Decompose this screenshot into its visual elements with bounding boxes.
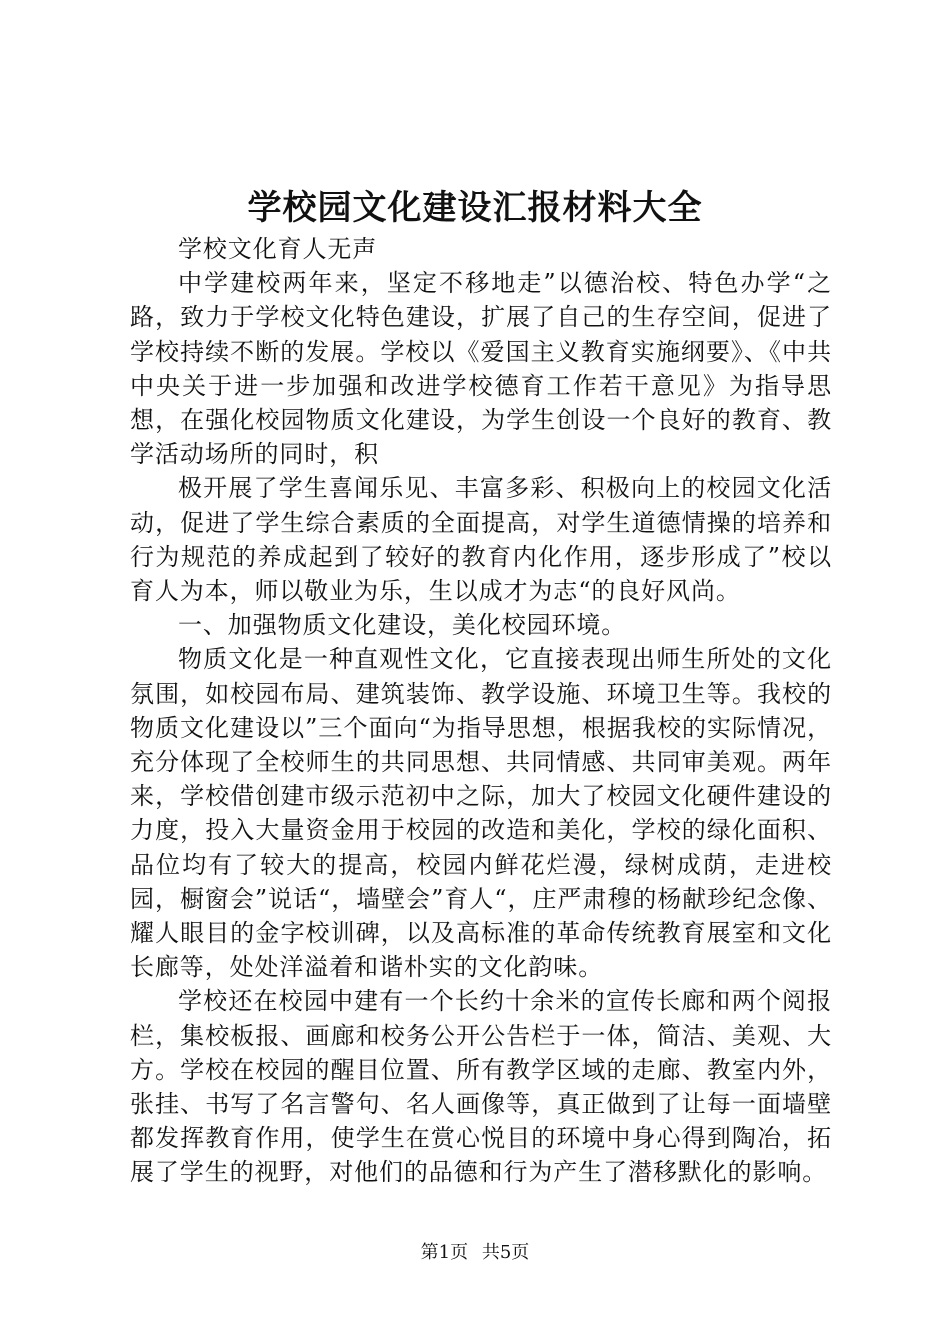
page-footer — [0, 1241, 950, 1265]
document-title: 学校园文化建设汇报材料大全 — [247, 188, 703, 228]
document-body — [130, 232, 832, 1190]
section-heading: 一、加强物质文化建设，美化校园环境。 — [178, 611, 627, 640]
paragraph-subtitle: 学校文化育人无声 — [178, 235, 378, 263]
page-total: 共5页 — [481, 1242, 530, 1263]
paragraph: 物质文化是一种直观性文化，它直接表现出师生所处的文化氛围，如校园布局、建筑装饰、教学设施、环境卫生等。我校的物质文化建设以”三个面向“为指导思想，根据我校的实际情况，充分体现了全校师生的共同思想、共同情感、共同审美观。两年来，学校借创建市级示范初中之际，加大了校园文化硬件建设的力度，投入大量资金用于校园的改造和美化，学校的绿化面积、品位均有了较大的提高，校园内鲜花烂漫，绿树成荫，走进校园，橱窗会”说话“，墙壁会”育人“，庄严肃穆的杨献珍纪念像、耀人眼目的金字校训碑，以及高标准的革命传统教育展室和文化长廊等，处处洋溢着和谐朴实的文化韵味。 — [130, 645, 832, 982]
page-number: 第1页 — [420, 1242, 469, 1263]
paragraph: 学校还在校园中建有一个长约十余米的宣传长廊和两个阅报栏，集校板报、画廊和校务公开公告栏于一体，简洁、美观、大方。学校在校园的醒目位置、所有教学区域的走廊、教室内外，张挂、书写了名言警句、名人画像等，真正做到了让每一面墙壁都发挥教育作用，使学生在赏心悦目的环境中身心得到陶冶，拓展了学生的视野，对他们的品德和行为产生了潜移默化的影响。 — [130, 987, 832, 1187]
paragraph: 中学建校两年来，坚定不移地走”以德治校、特色办学“之路，致力于学校文化特色建设，扩展了自己的生存空间，促进了学校持续不断的发展。学校以《爱国主义教育实施纲要》、《中共中央关于进一步加强和改进学校德育工作若干意见》为指导思想，在强化校园物质文化建设，为学生创设一个良好的教育、教学活动场所的同时，积 — [130, 269, 832, 469]
paragraph: 极开展了学生喜闻乐见、丰富多彩、积极向上的校园文化活动，促进了学生综合素质的全面提高，对学生道德情操的培养和行为规范的养成起到了较好的教育内化作用，逐步形成了”校以育人为本，师以敬业为乐，生以成才为志“的良好风尚。 — [130, 474, 832, 606]
